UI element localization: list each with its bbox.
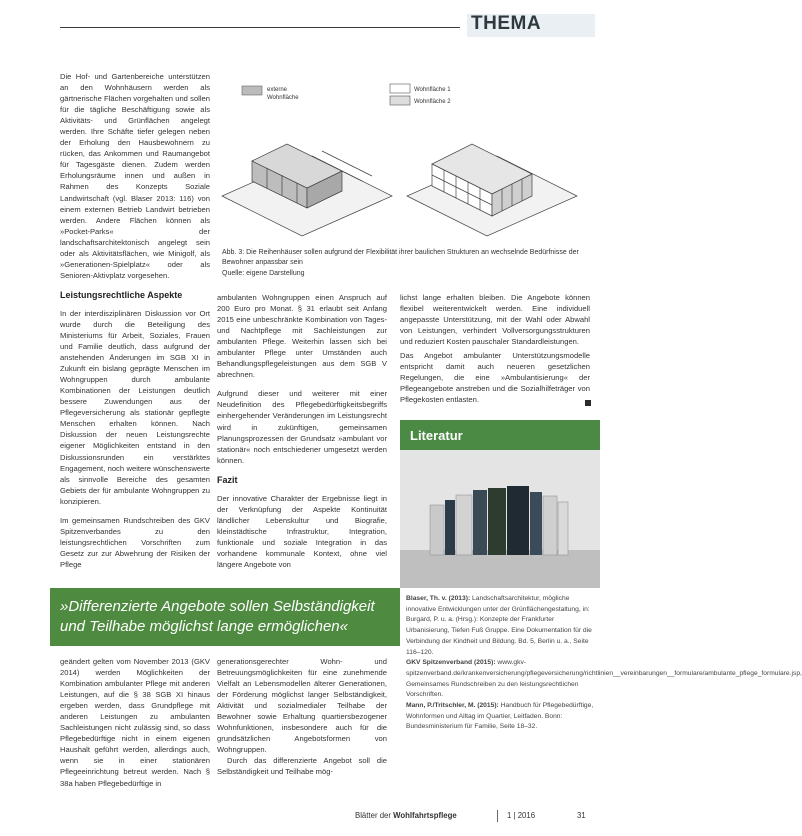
paragraph-bottom-left: geändert gelten vom November 2013 (GKV 2014) werden Möglichkeiten der Kombination ambulanter Pflege mit anderen Leistungen, auf die § 38 SGB XI hinaus ergeben werden, dass Grundpflege mit anderen Leistungen zu ambulanten Sachleistungen nicht zulässig sind, so dass Pflegebedürftige nicht in einem eigenen Haushalt geführt werden, allerdings auch, wenn sie in einer stationären Pflegeeinrichtung betreut werden. Nach § 38a haben Pflegebedürftige in: [60, 657, 210, 788]
legend-swatch-living1: [390, 84, 410, 93]
header-rule: [60, 27, 460, 28]
bottom-column-middle: [217, 656, 387, 778]
lit-entry2-text: www.gkv-spitzenverband.de/krankenversicherung/pflegeversicherung/richtlinien__vereinbarungen__formulare/ambulante_pflege_formulare.jsp, Gemeinsames Rundschreiben zu den leistungsrechtlichen Vorschriften.: [406, 659, 802, 699]
books-photo: [400, 450, 600, 588]
footer-journal-name: Wohlfahrtspflege: [393, 811, 457, 820]
heading-fazit: Fazit: [217, 474, 238, 485]
column-left: [60, 71, 210, 570]
literature-title: Literatur: [410, 428, 463, 443]
paragraph-circular: Im gemeinsamen Rundschreiben des GKV Spitzenverbandes zu den leistungsrechtlichen Vorschriften zum Gesetz zur zur Abwehrung der Risiken der Pflege: [60, 515, 210, 569]
paragraph-bottom-middle-2: Durch das differenzierte Angebot soll die Selbständigkeit und Teilhabe mög-: [217, 756, 387, 777]
heading-legal-aspects: Leistungsrechtliche Aspekte: [60, 289, 183, 300]
footer-journal: [355, 811, 457, 820]
paragraph-bottom-middle: generationsgerechter Wohn- und Betreuungsmöglichkeiten für eine zunehmende Vielfalt an Lebensmodellen älterer Generationen, der Förderung möglichst langer Selbständigkeit, Aktivität und sozialmedialer Teilhabe der Bewohner sowie Erhaltung quartiersbezogener Wohnfunktionen, insbesondere auch für die grundsätzlichen Angebotsformen von Wohngruppen.: [217, 657, 387, 755]
legend-right-line2: Wohnfläche 2: [414, 99, 451, 105]
column-right: [400, 292, 590, 405]
pull-quote: [60, 597, 395, 637]
lit-entry1-author: Blaser, Th. v. (2013):: [406, 595, 471, 602]
page-footer: [0, 811, 602, 823]
lit-entry2-author: GKV Spitzenverband (2015):: [406, 659, 496, 667]
figure-houses: [212, 76, 597, 244]
legend-swatch-external: [242, 86, 262, 95]
literature-list: [406, 594, 802, 733]
legend-swatch-living2: [390, 96, 410, 105]
bottom-column-left: [60, 656, 210, 789]
paragraph-legal: In der interdisziplinären Diskussion vor Ort wurde durch die Beteiligung des Ministeriums für Arbeit, Soziales, Frauen und Familie deutlich, dass aufgrund der anstehenden Änderungen im SGB XI in Zukunft ein bislang geprägte Menschen im Wohngruppen durch ambulante Kombinationen der Leistungen deutlich bessere Zuwendungen aus der Pflegeversicherung als stationär gepflegte Menschen erhalten können. Nach Diskussion der neuen Leistungsrechte eigener Möglichkeiten entstand in den Diskussionsrunden ein verstärktes Engagement, noch weitere wünschenswerte als sinnvolle Bereiche des gesamten Gebiets der für ambulante Wohngruppen zu konzipieren.: [60, 308, 210, 506]
footer-issue: 1 | 2016: [507, 811, 536, 820]
lit-entry3-text: Handbuch für Pflegebedürftige, Wohnformen und Alltag im Quartier, Leitfaden. Bonn: Bundesministerium für Familie, Seite 18–32.: [406, 702, 594, 731]
house-right-drawing: [407, 144, 577, 236]
pull-quote-line2: und Teilhabe möglichst lange ermöglichen«: [60, 618, 348, 635]
paragraph-intro: Die Hof- und Gartenbereiche unterstützen an den Wohnhäusern werden als gärtnerische Flächen vorgehalten und sollen für die tägliche Beschäftigung sowie als Aktivitäts- und Grünflächen angelegt werden. Ihre Schäfte tiefer gelegen neben der Erholung den Hausbewohnern zu rücken, das Ankommen und Raumangebot für Tagesgäste dienen. Zudem werden Erholungsräume innen und außen in Rahmen des Konzepts Soziale Landwirtschaft (vgl. Blaser 2013: 116) von einem externen Betrieb Landwirt betrieben werden. Andere Flächen können als »Pocket-Parks« der landschaftsarchitektonisch angelegt sein oder als Aktivitätsflächen, wie Minigolf, als »Generationen-Spielplatz« oder als Senioren-Aktivplatz vorgesehen.: [60, 72, 210, 280]
figure-source: Quelle: eigene Darstellung: [222, 270, 305, 277]
paragraph-flexible: lichst lange erhalten bleiben. Die Angebote können flexibel weiterentwickelt werden. Eine individuell angepasste Unterstützung, mit der Wahl oder Abwahl von Leistungen, verhindert Vollversorgungsstrukturen und reduziert Kosten pauschaler Standardleistungen.: [400, 293, 590, 347]
legend-left-line2: Wohnfläche: [267, 95, 299, 101]
footer-separator: [497, 810, 498, 822]
legend-right-line1: Wohnfläche 1: [414, 87, 451, 93]
article-end-mark: [585, 400, 591, 406]
paragraph-neudefinition: Aufgrund dieser und weiterer mit einer Neudefinition des Pflegebedürftigkeitsbegriffs einhergehender Veränderungen im Leistungsrecht wird in zukünftigen, gemeinsamen Planungsprozessen der Grundsatz »ambulant vor stationär« noch entschiedener umgesetzt werden können.: [217, 389, 387, 465]
figure-illustration: [212, 76, 597, 244]
lit-entry3-author: Mann, P./Tritschler, M. (2015):: [406, 702, 499, 710]
paragraph-ambulantisierung: Das Angebot ambulanter Unterstützungsmodelle entspricht damit auch neueren gesetzlichen Regelungen, die eine »Ambulantisierung« der Pflegeangebote anstreben und die Sozialhilfeträger von Pflegekosten entlasten.: [400, 351, 590, 405]
paragraph-fazit: Der innovative Charakter der Ergebnisse liegt in der Verknüpfung der Aspekte Kontinuität ländlicher Lebenskultur und Biografie, kleinstädtische Infrastruktur, Integration, funktionale und soziale Integration in das vorhandene kommunale Kontext, ohne viel längere Angebote von: [217, 493, 387, 569]
section-label: THEMA: [471, 13, 542, 34]
footer-journal-prefix: Blätter der: [355, 811, 394, 820]
house-left-drawing: [222, 144, 392, 236]
legend-left-line1: externe: [267, 87, 288, 93]
paragraph-ambulant: ambulanten Wohngruppen einen Anspruch auf 200 Euro pro Monat. § 31 erlaubt seit Anfang 2015 eine unbeschränkte Kombination von Tages- und Nachtpflege mit Sachleistungen zur ambulanten Pflege. Weiterhin lassen sich bei ambulanter Pflege unter Umständen auch Behandlungspflegeleistungen aus dem SGB V abrechnen.: [217, 293, 387, 380]
books-image: [400, 450, 600, 588]
figure-caption: Abb. 3: Die Reihenhäuser sollen aufgrund der Flexibilität ihrer baulichen Strukturen an wechselnde Bedürfnisse der Bewohner anpassbar sein: [222, 249, 579, 266]
pull-quote-line1: »Differenzierte Angebote sollen Selbständigkeit: [60, 598, 375, 615]
lit-entry1-text: Landschaftsarchitektur, mögliche innovative Entwicklungen unter der Grünflächengestaltung, in: Burgard, P. u. a. (Hrsg.): Konzepte der Frankfurter Urbanisierung, Tiefen Fuß Gruppe. Eine Dokumentation für die Verbindung der Kindheit und Bildung. Bd. 5, Berlin u. a., Seite 116–120.: [406, 595, 592, 656]
column-middle: [217, 292, 387, 570]
footer-page-number: 31: [577, 811, 586, 820]
